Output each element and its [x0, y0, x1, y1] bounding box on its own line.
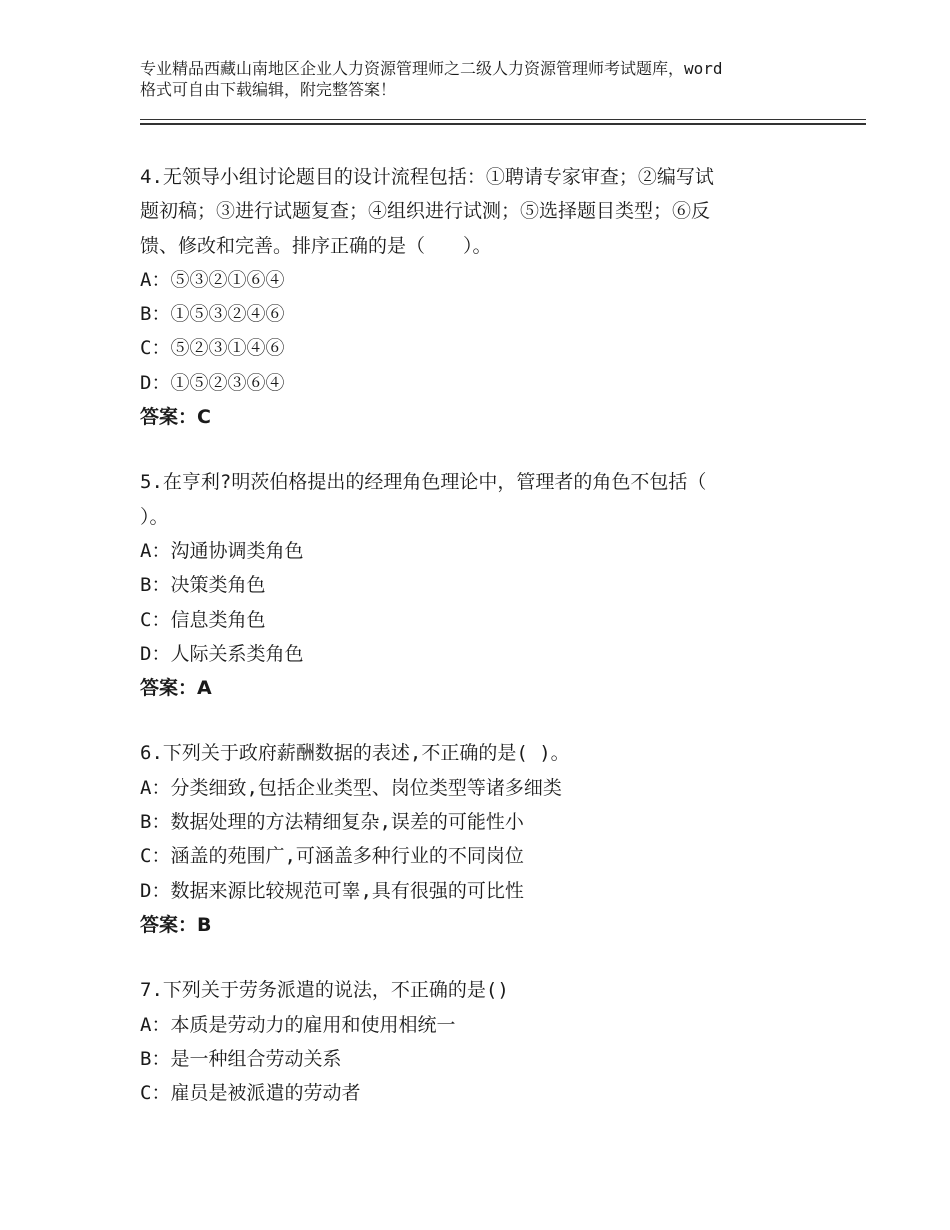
answer-label: 答案：A [140, 677, 212, 700]
option-c: C：雇员是被派遣的劳动者 [140, 1082, 361, 1105]
option-d: D：人际关系类角色 [140, 642, 304, 665]
question-stem-line: ）。 [140, 505, 169, 528]
document-header [140, 58, 830, 100]
header-rule-thin [140, 119, 866, 120]
option-d: D：①⑤②③⑥④ [140, 371, 285, 394]
question-4 [140, 160, 820, 434]
question-stem-line: 4.无领导小组讨论题目的设计流程包括：①聘请专家审查；②编写试 [140, 166, 714, 188]
option-a: A：⑤③②①⑥④ [140, 268, 285, 291]
option-a: A：本质是劳动力的雇用和使用相统一 [140, 1013, 456, 1036]
question-7 [140, 973, 820, 1110]
question-5 [140, 465, 820, 705]
header-rule-thick [140, 123, 866, 125]
answer-label: 答案：B [140, 913, 212, 936]
option-a: A：沟通协调类角色 [140, 539, 304, 562]
header-line-2: 格式可自由下载编辑，附完整答案！ [140, 80, 397, 99]
question-6 [140, 736, 820, 942]
question-stem-line: 5.在亨利?明茨伯格提出的经理角色理论中，管理者的角色不包括（ [140, 471, 707, 494]
option-d: D：数据来源比较规范可睾,具有很强的可比性 [140, 879, 524, 902]
option-b: B：是一种组合劳动关系 [140, 1047, 342, 1070]
option-a: A：分类细致,包括企业类型、岗位类型等诸多细类 [140, 776, 562, 799]
question-list [140, 160, 820, 1141]
option-c: C：⑤②③①④⑥ [140, 337, 285, 360]
answer-label: 答案：C [140, 406, 211, 429]
option-c: C：信息类角色 [140, 608, 266, 631]
question-stem-line: 题初稿；③进行试题复查；④组织进行试测；⑤选择题目类型；⑥反 [140, 200, 711, 223]
option-b: B：决策类角色 [140, 574, 266, 597]
question-stem-line: 馈、修改和完善。排序正确的是（ ）。 [140, 234, 492, 257]
question-stem-line: 7.下列关于劳务派遣的说法，不正确的是() [140, 979, 509, 1002]
option-b: B：①⑤③②④⑥ [140, 303, 285, 326]
question-stem-line: 6.下列关于政府薪酬数据的表述,不正确的是( )。 [140, 742, 570, 765]
option-b: B：数据处理的方法精细复杂,误差的可能性小 [140, 811, 524, 834]
option-c: C：涵盖的苑围广,可涵盖多种行业的不同岗位 [140, 845, 524, 868]
header-line-1: 专业精品西藏山南地区企业人力资源管理师之二级人力资源管理师考试题库，word [140, 59, 723, 78]
